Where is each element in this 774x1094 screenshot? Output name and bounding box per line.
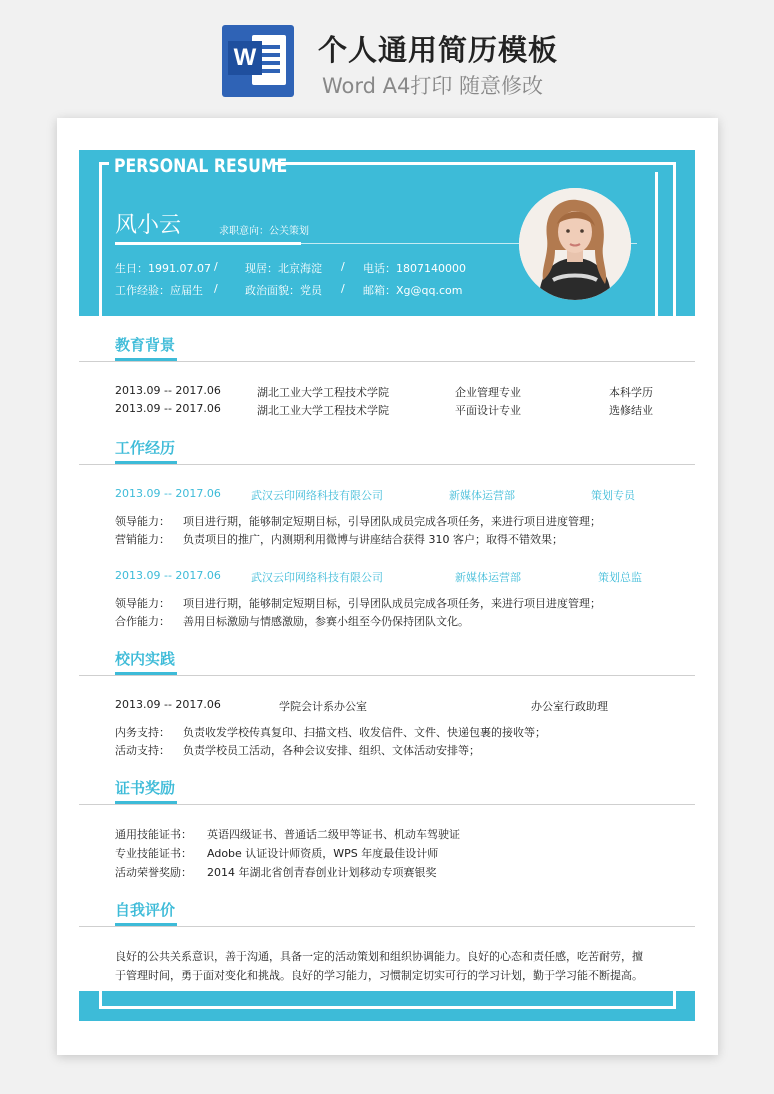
award-text: 2014 年湖北省创青春创业计划移动专项赛银奖	[207, 866, 437, 879]
info-separator: /	[214, 260, 218, 273]
footer-frame-bottom	[99, 1006, 676, 1009]
header-frame-top-right	[274, 162, 676, 165]
edu-period: 2013.09 -- 2017.06	[115, 384, 221, 397]
name-underline	[115, 242, 301, 245]
campus-item-label: 活动支持：	[115, 744, 170, 757]
self-eval-line: 于管理时间，勇于面对变化和挑战。良好的学习能力，习惯制定切实可行的学习计划，勤于学习能不断提高。	[115, 969, 643, 982]
header-frame-inner-right	[655, 172, 658, 316]
word-letter: W	[228, 41, 262, 75]
job-period: 2013.09 -- 2017.06	[115, 487, 221, 500]
header-frame-left	[99, 162, 102, 316]
campus-item-text: 负责收发学校传真复印、扫描文档、收发信件、文件、快递包裹的接收等；	[183, 726, 546, 739]
section-rule	[79, 361, 695, 362]
job-role: 策划专员	[591, 489, 635, 502]
job-dept: 新媒体运营部	[449, 489, 515, 502]
job-company: 武汉云印网络科技有限公司	[251, 489, 383, 502]
info-phone: 电话：1807140000	[363, 262, 466, 275]
info-residence: 现居：北京海淀	[245, 262, 322, 275]
banner-title: 个人通用简历模板	[318, 33, 559, 67]
job-item-text: 项目进行期，能够制定短期目标，引导团队成员完成各项任务，来进行项目进度管理；	[183, 515, 601, 528]
award-label: 通用技能证书：	[115, 828, 192, 841]
info-separator: /	[214, 282, 218, 295]
job-item-text: 善用目标激励与情感激励，参赛小组至今仍保持团队文化。	[183, 615, 469, 628]
campus-item-label: 内务支持：	[115, 726, 170, 739]
edu-degree: 本科学历	[609, 386, 653, 399]
info-separator: /	[341, 282, 345, 295]
job-item-text: 项目进行期，能够制定短期目标，引导团队成员完成各项任务，来进行项目进度管理；	[183, 597, 601, 610]
resume-title: PERSONAL RESUME	[114, 155, 288, 177]
edu-major: 平面设计专业	[455, 404, 521, 417]
self-eval-line: 良好的公共关系意识，善于沟通，具备一定的活动策划和组织协调能力。良好的心态和责任感，吃苦耐劳，擅	[115, 950, 643, 963]
edu-school: 湖北工业大学工程技术学院	[257, 386, 389, 399]
self-eval-title: 自我评价	[115, 901, 176, 919]
resume-footer-bar	[79, 991, 695, 1021]
award-text: 英语四级证书、普通话二级甲等证书、机动车驾驶证	[207, 828, 460, 841]
info-experience: 工作经验：应届生	[115, 284, 203, 297]
edu-major: 企业管理专业	[455, 386, 521, 399]
section-rule	[79, 926, 695, 927]
job-item-text: 负责项目的推广，内测期利用微博与讲座结合获得 310 客户；取得不错效果；	[183, 533, 563, 546]
header-frame-right	[673, 162, 676, 316]
work-title: 工作经历	[115, 439, 176, 457]
campus-role: 办公室行政助理	[531, 700, 608, 713]
job-dept: 新媒体运营部	[455, 571, 521, 584]
info-birth: 生日：1991.07.07	[115, 262, 211, 275]
job-item-label: 领导能力：	[115, 515, 170, 528]
job-item-label: 营销能力：	[115, 533, 170, 546]
campus-org: 学院会计系办公室	[279, 700, 367, 713]
avatar-portrait	[519, 188, 631, 300]
resume-page	[57, 118, 718, 1055]
info-email: 邮箱：Xg@qq.com	[363, 284, 463, 297]
section-rule	[79, 464, 695, 465]
campus-period: 2013.09 -- 2017.06	[115, 698, 221, 711]
edu-degree: 选修结业	[609, 404, 653, 417]
awards-title: 证书奖励	[115, 779, 176, 797]
word-document-icon	[222, 25, 294, 97]
award-label: 专业技能证书：	[115, 847, 192, 860]
award-label: 活动荣誉奖励：	[115, 866, 192, 879]
job-period: 2013.09 -- 2017.06	[115, 569, 221, 582]
edu-period: 2013.09 -- 2017.06	[115, 402, 221, 415]
resume-header	[79, 150, 695, 316]
job-intent: 求职意向：公关策划	[219, 226, 309, 237]
education-title: 教育背景	[115, 336, 176, 354]
job-item-label: 合作能力：	[115, 615, 170, 628]
info-separator: /	[341, 260, 345, 273]
avatar	[519, 188, 631, 300]
job-company: 武汉云印网络科技有限公司	[251, 571, 383, 584]
section-rule	[79, 675, 695, 676]
award-text: Adobe 认证设计师资质，WPS 年度最佳设计师	[207, 847, 439, 860]
info-politics: 政治面貌：党员	[245, 284, 322, 297]
campus-title: 校内实践	[115, 650, 176, 668]
candidate-name: 风小云	[115, 213, 182, 238]
section-rule	[79, 804, 695, 805]
edu-school: 湖北工业大学工程技术学院	[257, 404, 389, 417]
job-role: 策划总监	[598, 571, 642, 584]
campus-item-text: 负责学校员工活动，各种会议安排、组织、文体活动安排等；	[183, 744, 480, 757]
job-item-label: 领导能力：	[115, 597, 170, 610]
banner	[0, 0, 774, 110]
banner-subtitle: Word A4打印 随意修改	[322, 74, 544, 98]
